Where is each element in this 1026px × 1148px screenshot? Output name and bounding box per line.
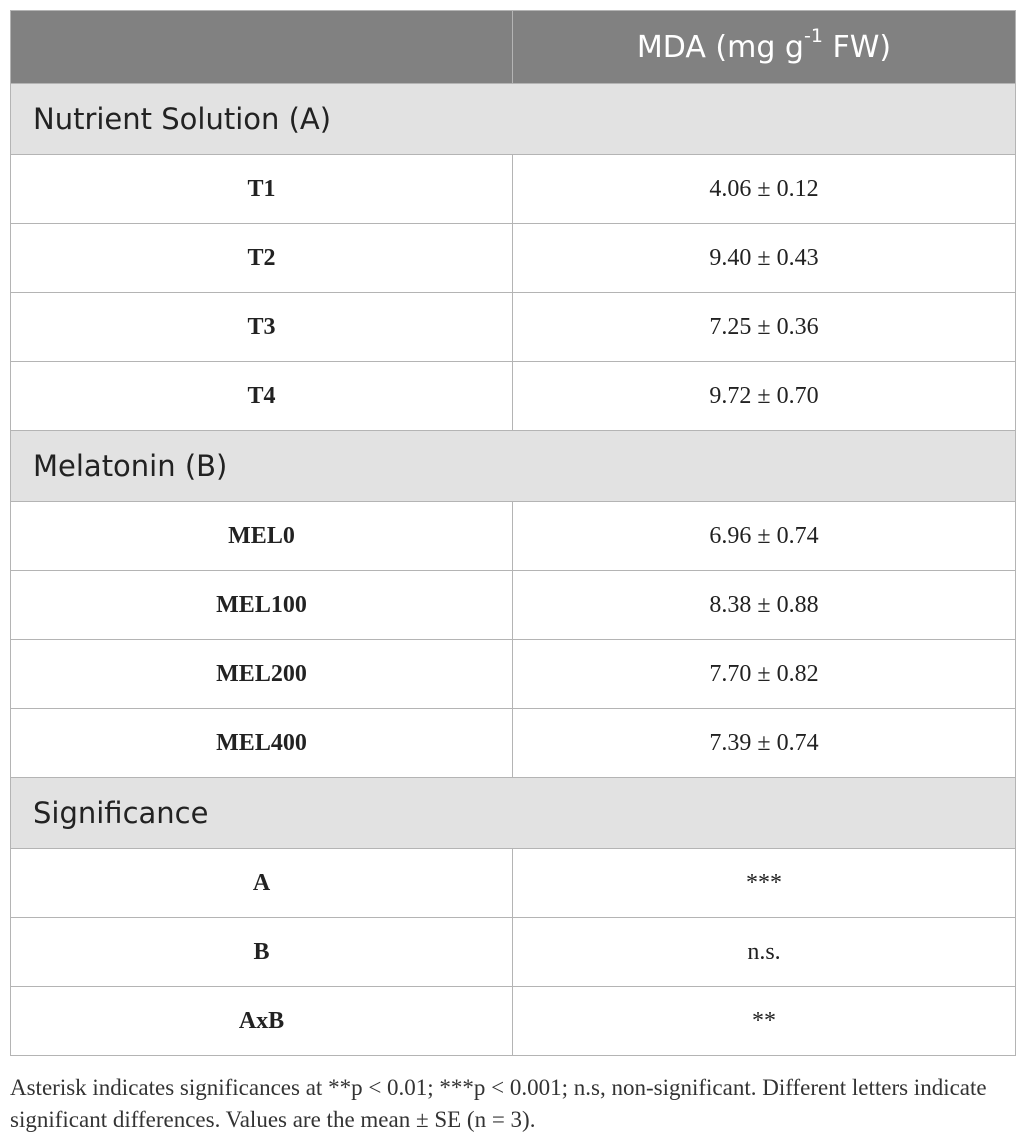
row-value: n.s. bbox=[513, 918, 1016, 987]
section-header-nutrient-solution bbox=[11, 84, 1016, 155]
row-value: ** bbox=[513, 987, 1016, 1056]
table-row bbox=[11, 502, 1016, 571]
row-value: 6.96 ± 0.74 bbox=[513, 502, 1016, 571]
row-label: MEL400 bbox=[11, 709, 513, 778]
header-mda-label: MDA (mg g bbox=[636, 30, 804, 65]
header-mda-unit-tail: FW) bbox=[822, 30, 892, 65]
row-label: T1 bbox=[11, 155, 513, 224]
row-label: T2 bbox=[11, 224, 513, 293]
section-title: Significance bbox=[11, 778, 1016, 849]
section-title: Melatonin (B) bbox=[11, 431, 1016, 502]
row-label: T4 bbox=[11, 362, 513, 431]
row-label: MEL200 bbox=[11, 640, 513, 709]
row-value: 7.39 ± 0.74 bbox=[513, 709, 1016, 778]
table-row bbox=[11, 224, 1016, 293]
row-label: A bbox=[11, 849, 513, 918]
table-row bbox=[11, 155, 1016, 224]
header-mda-cell bbox=[513, 11, 1016, 84]
mda-table bbox=[10, 10, 1016, 1056]
section-title: Nutrient Solution (A) bbox=[11, 84, 1016, 155]
table-row bbox=[11, 293, 1016, 362]
table-row bbox=[11, 987, 1016, 1056]
row-value: *** bbox=[513, 849, 1016, 918]
table-footnote: Asterisk indicates significances at **p < 0.01; ***p < 0.001; n.s, non-significant. Different letters indicate significant differences. Values are the mean ± SE (n = 3). bbox=[10, 1075, 987, 1132]
table-row bbox=[11, 640, 1016, 709]
section-header-significance bbox=[11, 778, 1016, 849]
row-value: 9.72 ± 0.70 bbox=[513, 362, 1016, 431]
section-header-melatonin bbox=[11, 431, 1016, 502]
table-row bbox=[11, 849, 1016, 918]
header-mda-superscript: -1 bbox=[803, 25, 823, 47]
row-label: MEL100 bbox=[11, 571, 513, 640]
row-value: 4.06 ± 0.12 bbox=[513, 155, 1016, 224]
row-value: 7.70 ± 0.82 bbox=[513, 640, 1016, 709]
row-value: 9.40 ± 0.43 bbox=[513, 224, 1016, 293]
row-value: 8.38 ± 0.88 bbox=[513, 571, 1016, 640]
table-row bbox=[11, 709, 1016, 778]
header-blank-cell bbox=[11, 11, 513, 84]
row-label: AxB bbox=[11, 987, 513, 1056]
table-row bbox=[11, 362, 1016, 431]
row-value: 7.25 ± 0.36 bbox=[513, 293, 1016, 362]
row-label: B bbox=[11, 918, 513, 987]
table-row bbox=[11, 571, 1016, 640]
row-label: MEL0 bbox=[11, 502, 513, 571]
table-header-row bbox=[11, 11, 1016, 84]
data-table-container bbox=[10, 10, 1015, 1056]
table-row bbox=[11, 918, 1016, 987]
row-label: T3 bbox=[11, 293, 513, 362]
